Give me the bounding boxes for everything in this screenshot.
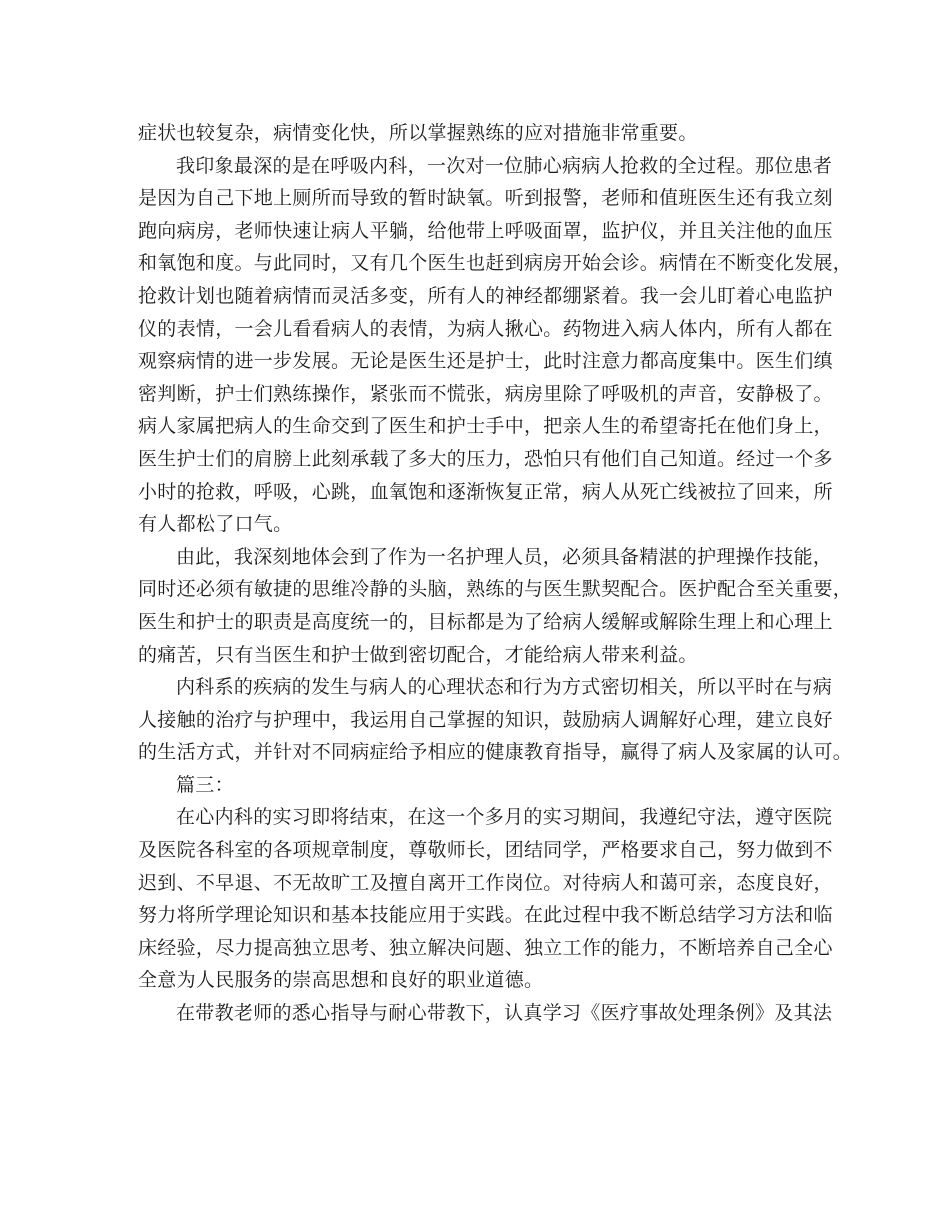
text-line: 同时还必须有敏捷的思维冷静的头脑，熟练的与医生默契配合。医护配合至关重要， (138, 578, 853, 601)
text-line: 我印象最深的是在呼吸内科，一次对一位肺心病病人抢救的全过程。那位患者 (176, 154, 833, 177)
text-line: 和氧饱和度。与此同时，又有几个医生也赶到病房开始会诊。病情在不断变化发展， (138, 252, 853, 275)
text-line: 床经验，尽力提高独立思考、独立解决问题、独立工作的能力，不断培养自己全心 (138, 936, 833, 959)
text-line: 症状也较复杂，病情变化快，所以掌握熟练的应对措施非常重要。 (138, 122, 698, 144)
text-line: 是因为自己下地上厕所而导致的暂时缺氧。听到报警，老师和值班医生还有我立刻 (138, 187, 833, 210)
text-line: 人接触的治疗与护理中，我运用自己掌握的知识，鼓励病人调解好心理，建立良好 (138, 708, 833, 731)
text-line: 医生护士们的肩膀上此刻承载了多大的压力，恐怕只有他们自己知道。经过一个多 (138, 447, 833, 470)
text-line: 在心内科的实习即将结束，在这一个多月的实习期间，我遵纪守法，遵守医院 (176, 806, 833, 829)
text-line: 及医院各科室的各项规章制度，尊敬师长，团结同学，严格要求自己，努力做到不 (138, 839, 833, 862)
text-line: 仪的表情，一会儿看看病人的表情，为病人揪心。药物进入病人体内，所有人都在 (138, 317, 833, 340)
text-line: 努力将所学理论知识和基本技能应用于实践。在此过程中我不断总结学习方法和临 (138, 904, 833, 927)
text-line: 全意为人民服务的崇高思想和良好的职业道德。 (138, 969, 544, 992)
text-line: 病人家属把病人的生命交到了医生和护士手中，把亲人生的希望寄托在他们身上， (138, 415, 833, 438)
text-line: 密判断，护士们熟练操作，紧张而不慌张，病房里除了呼吸机的声音，安静极了。 (138, 382, 833, 405)
text-line: 小时的抢救，呼吸，心跳，血氧饱和逐渐恢复正常，病人从死亡线被拉了回来，所 (138, 480, 833, 503)
text-line: 篇三： (176, 773, 234, 796)
text-line: 内科系的疾病的发生与病人的心理状态和行为方式密切相关，所以平时在与病 (176, 676, 833, 699)
text-line: 的痛苦，只有当医生和护士做到密切配合，才能给病人带来利益。 (138, 643, 698, 666)
text-line: 由此，我深刻地体会到了作为一名护理人员，必须具备精湛的护理操作技能， (176, 545, 833, 568)
text-line: 观察病情的进一步发展。无论是医生还是护士，此时注意力都高度集中。医生们缜 (138, 350, 833, 373)
text-line: 抢救计划也随着病情而灵活多变，所有人的神经都绷紧着。我一会儿盯着心电监护 (138, 284, 833, 307)
text-line: 跑向病房，老师快速让病人平躺，给他带上呼吸面罩，监护仪，并且关注他的血压 (138, 219, 833, 242)
text-line: 有人都松了口气。 (138, 513, 293, 536)
text-line: 医生和护士的职责是高度统一的，目标都是为了给病人缓解或解除生理上和心理上 (138, 610, 833, 633)
text-line: 的生活方式，并针对不同病症给予相应的健康教育指导，赢得了病人及家属的认可。 (138, 741, 853, 764)
text-line: 在带教老师的悉心指导与耐心带教下，认真学习《医疗事故处理条例》及其法 (176, 1002, 833, 1025)
document-body (138, 117, 853, 1030)
text-line: 迟到、不早退、不无故旷工及擅自离开工作岗位。对待病人和蔼可亲，态度良好， (138, 871, 833, 894)
